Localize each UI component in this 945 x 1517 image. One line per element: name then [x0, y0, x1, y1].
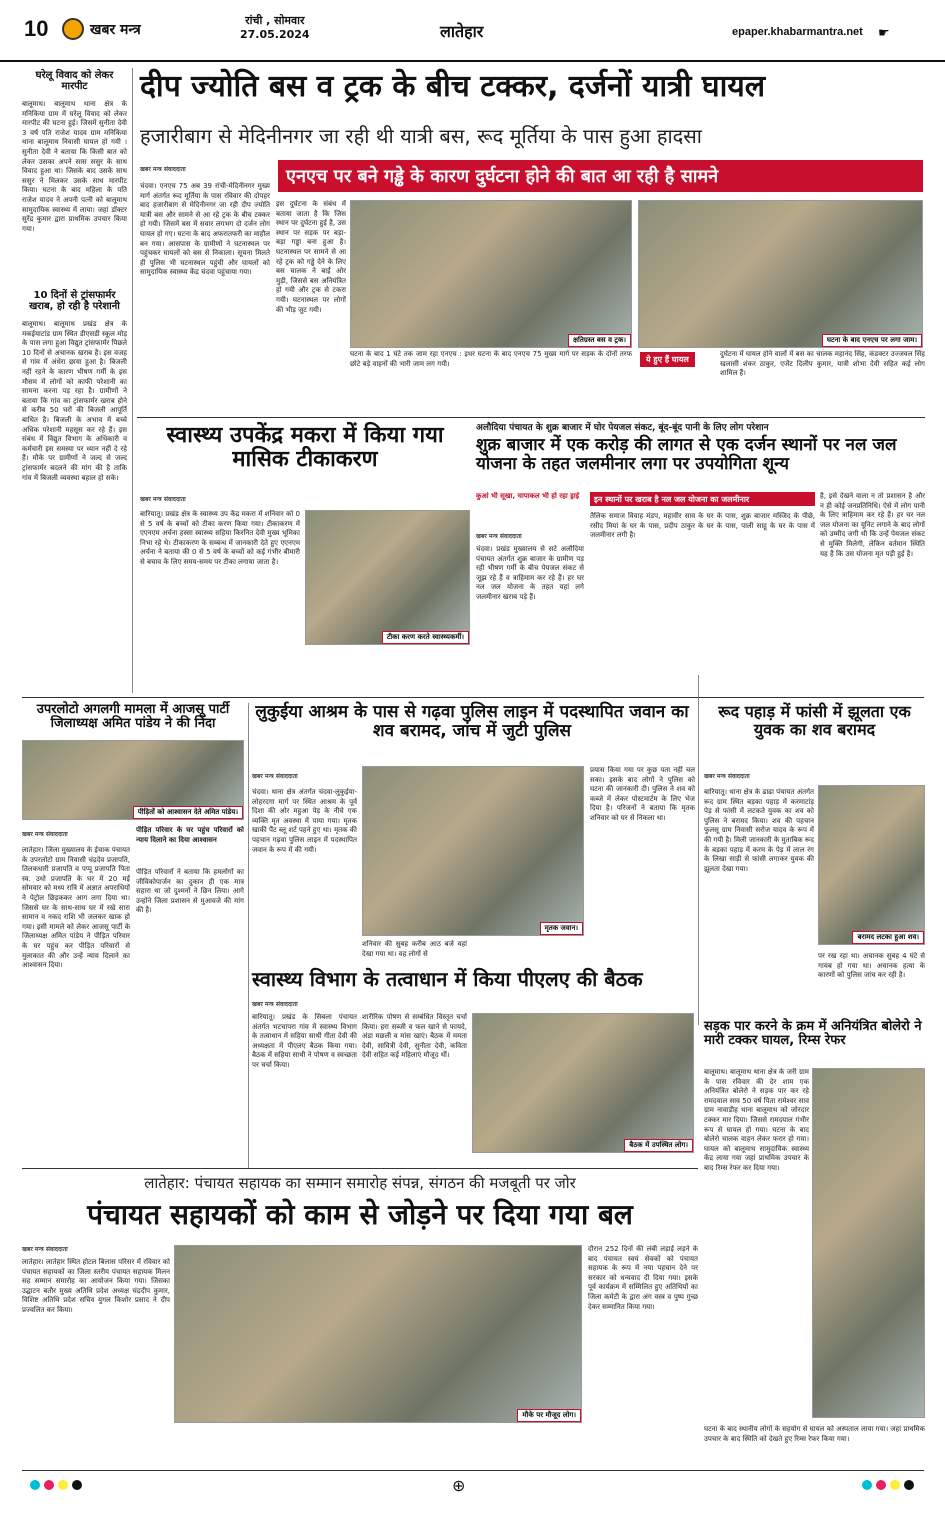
pla-meeting-photo — [472, 1013, 694, 1153]
vaccination-text: बारियातू। प्रखंड क्षेत्र के स्वास्थ्य उप केंद्र मकरा में शनिवार को 0 से 5 वर्ष के बच्चों को टीका करण किया गया। टीकाकरण में एएनएम अर्चना हस्सा स्वास्थ्य सहिया किरनित देवी मुख्य भूमिका निभा रहे थे। टीकाकरण के सम्बन्ध में जानकारी देते हुए एएनएम अर्चना ने बताया की 0 से 5 वर्ष के बच्चों को कई गंभीर बीमारी से बचाव के लिए समय-समय पर टीका लगाया जाता है। — [140, 510, 300, 566]
injured-man-photo — [812, 1068, 925, 1418]
story-title-domestic-dispute: घरेलू विवाद को लेकर मारपीट — [35, 70, 114, 92]
traffic-jam-photo — [638, 200, 923, 348]
water-byline: खबर मन्त्र संवाददाता — [476, 533, 522, 540]
story-title-transformer: 10 दिनों से ट्रांसफार्मर खराब, हो रही है परेशानी — [29, 290, 120, 312]
ashram-headline: लुकुईया आश्रम के पास से गढ़वा पुलिस लाइन में पदस्थापित जवान का शव बरामद, जांच में जुटी पुलिस — [255, 702, 689, 741]
photo-caption: टीका करण करते स्वास्थ्यकर्मी। — [382, 631, 469, 644]
color-registration-dot — [72, 1480, 82, 1490]
water-text-col2: तैलिक समाज विवाह मंडप, महावीर साव के घर के पास, शुक्र बाजार मस्जिद के पीछे, रसीद मियां के घर के पास, प्रदीप ठाकुर के घर के पास, पाली साहू के घर के पास में जलमीनार लगी है। — [590, 512, 815, 540]
city-day: रांची , सोमवार — [245, 14, 305, 27]
page-header — [0, 0, 945, 62]
lead-byline: खबर मन्त्र संवाददाता — [140, 166, 186, 173]
ashram-photo-note: शनिवार की सुबह करीब आठ बजे वहां देखा गया था। वह लोगों से — [362, 940, 467, 958]
uparloto-byline: खबर मन्त्र संवाददाता — [22, 831, 68, 838]
panchayat-kicker: लातेहार: पंचायत सहायक का सम्मान समारोह संपन्न, संगठन की मजबूती पर जोर — [144, 1174, 576, 1192]
footer-rule — [22, 1470, 924, 1471]
lead-text-col2: इस दुर्घटना के संबंध में बताया जाता है कि जिस स्थान पर दुर्घटना हुई है, उस स्थान पर सड़क पर बड़ा-बड़ा गड्ढा बना हुआ है। घटनास्थल पर सामने से आ रहे ट्रक को गड्ढे देने के लिए बस चालक ने बाईं ओर मुड़ी, जिससे बस अनियंत्रित हो गयी और ट्रक से टकरा गयी। घटनास्थल पर लोगों की भीड़ जुट गयी। — [276, 200, 346, 314]
color-registration-dot — [44, 1480, 54, 1490]
uparloto-photo — [22, 740, 244, 820]
water-kicker: अलौदिया पंचायत के शुक्र बाजार में घोर पेयजल संकट, बूंद-बूंद पानी के लिए लोग परेशान — [476, 423, 769, 433]
water-headline: शुक्र बाजार में एक करोड़ की लागत से एक दर्जन स्थानों पर नल जल योजना के तहत जलमीनार लगा पर उपयोगिता शून्य — [476, 435, 897, 474]
photo-caption: पीड़ितों को आश्वासन देते अमित पांडेय। — [133, 806, 243, 819]
vaccination-byline: खबर मन्त्र संवाददाता — [140, 496, 186, 503]
brand-logo-icon — [62, 18, 84, 40]
pla-byline: खबर मन्त्र संवाददाता — [252, 1001, 298, 1008]
color-registration-dot — [862, 1480, 872, 1490]
story-text-transformer: बालूमाथ। बालूमाथ प्रखंड क्षेत्र के मकईयाटांड ग्राम स्थित डीएसडी स्कूल मोड़ के पास लगा हुआ विद्युत ट्रांसफार्मर पिछले 10 दिनों से अचानक खराब है। इस वजह से गांव में अंधेरा छाया हुआ है। बिजली नहीं रहने के कारण भीषण गर्मी के इस मौसम में लोगों को काफी परेशानी का सामना करना पड़ रहा है। ग्रामीणों ने बताया कि गांव का ट्रांसफार्मर खराब होने से करीब 50 घरों की बिजली आपूर्ति बाधित है। बिजली के अभाव में बच्चे अधिक परेशानी महसूस कर रहे हैं। इस संबंध में विद्युत विभाग के अधिकारी व कर्मचारी इस समस्या पर ध्यान नहीं दे रहे हैं। मौके पर ग्रामीणों ने जल्द से जल्द ट्रांसफार्मर बदलने की मांग की है ताकि गांव में बिजली व्यवस्था बहाल हो सके। — [22, 320, 127, 482]
photo-caption: बैठक में उपस्थित लोग। — [624, 1139, 693, 1152]
website-link[interactable]: epaper.khabarmantra.net — [732, 26, 863, 38]
body-photo — [362, 766, 584, 936]
ashram-text-col1: चंदवा। थाना क्षेत्र अंतर्गत चंदवा-लुकुईया-लोहरदगा मार्ग पर स्थित आश्रम के पूर्व दिशा की ओर महुआ पेड़ के नीचे एक व्यक्ति मृत अवस्था में पाया गया। मृतक खाकी पैंट ब्लू शर्ट पहने हुए था। मृतक की पहचान गढ़वा पुलिस लाइन में पदस्थापित जवान के रूप में की गयी। — [252, 788, 357, 854]
injured-tag: ये हुए हैं घायल — [640, 352, 695, 367]
pla-text-col2: शारीरिक पोषण से सम्बंधित विस्तृत चर्चा किया। हरा सब्जी व फल खाने से फायदे, अंडा मछली व मांस खाएं। बैठक में ममता देवी, सावित्री देवी, सुनीता देवी, कविता देवी सहित कई महिलाएं मौजूद थीं। — [362, 1013, 467, 1060]
color-registration-dot — [58, 1480, 68, 1490]
water-text-col1: चंदवा। प्रखंड मुख्यालय से सटे अलौदिया पंचायत अंतर्गत शुक्र बाजार के ग्रामीण पड़ रही भीषण गर्मी के बीच पेयजल संकट से जूझ रहे हैं व त्राहिमाम कर रहे हैं। हर घर नल जल योजना के तहत यहां लगे जलमीनार खराब पड़े हैं। — [476, 545, 584, 601]
column-divider — [698, 675, 699, 1025]
color-registration-dot — [890, 1480, 900, 1490]
issue-date: 27.05.2024 — [240, 28, 310, 41]
panchayat-text-col1: लातेहार। लातेहार स्थित होटल बिलास परिसर में रविवार को पंचायत सहायकों का जिला स्तरीय पंचायत सहायक मिलन सह सम्मान समारोह का आयोजन किया गया। जिसका उद्घाटन बतौर मुख्य अतिथि प्रदेश अध्यक्ष चंद्रदीप कुमार, विशिष्ट अतिथि प्रदेश सचिव युगल किशोर प्रसाद ने दीप प्रज्वलित कर किया। — [22, 1258, 170, 1314]
story-text-domestic-dispute: बालूमाथ। बालूमाथ थाना क्षेत्र के मनिकिया ग्राम में घरेलू विवाद को लेकर मारपीट की घटना हुई। जिसमें सुनीता देवी 3 वर्ष पति राजेश यादव ग्राम मनिकिया थाना बालूमाथ निवासी घायल हो गयी । सुनीता देवी ने बताया कि किसी बात को लेकर उसका अपने सास ससुर के साथ विवाद हुआ था। जिसके बाद उसके साथ ससुर ने मिलकर उसके साथ मारपीट किया। घटना के बाद महिला के पति राजेश यादव ने अपनी पत्नी को बालूमाथ सामुदायिक स्वास्थ्य में लाया। जहां डॉक्टर सुरेंद्र कुमार द्वारा प्राथमिक उपचार किया गया। — [22, 100, 127, 233]
panchayat-group-photo — [174, 1245, 582, 1423]
hanging-byline: खबर मन्त्र संवाददाता — [704, 773, 750, 780]
uparloto-text2: पीड़ित परिवारों ने बताया कि हमलोगों का जीविकोपार्जन का दुकान ही एक मात्र सहारा था जो दुश्मनों ने छिन लिया। आगे उन्होंने जिला प्रशासन से मुआवजे की मांग की है। — [136, 868, 244, 915]
pla-headline: स्वास्थ्य विभाग के तत्वाधान में किया पीएलए की बैठक — [252, 967, 643, 991]
water-bullet: कुआं भी सूखा, चापाकल भी हो रहा ड्राई — [476, 492, 580, 500]
column-divider — [248, 703, 249, 1169]
pointer-icon: ☛ — [878, 26, 890, 41]
collision-headline: सड़क पार करने के क्रम में अनियंत्रित बोलेरो ने मारी टक्कर घायल, रिम्स रेफर — [704, 1019, 922, 1049]
ashram-text-col2: प्रयास किया गया पर कुछ पता नहीं चल सका। इसके बाद लोगों ने पुलिस को घटना की जानकारी दी। पुलिस ने शव को कब्जे में लेकर पोस्टमार्टम के लिए भेज दिया है। परिजनों ने बताया कि मृतक शनिवार को घर से निकला था। — [590, 766, 695, 822]
bus-accident-photo — [350, 200, 632, 348]
photo-caption: बरामद लटका हुआ शव। — [852, 931, 924, 944]
section-title: लातेहार — [440, 22, 484, 41]
photo-caption: मृतक जवान। — [540, 922, 583, 935]
lead-headline: दीप ज्योति बस व ट्रक के बीच टक्कर, दर्जनों यात्री घायल — [140, 69, 766, 104]
panchayat-text-col2: दौरान 252 दिनों की लंबी लड़ाई लड़ने के बाद पंचायत स्वयं सेवकों को पंचायत सहायक के रूप में नया पहचान देने पर सरकार को धन्यवाद दी दिया गया। इसके पूर्व कार्यक्रम में सम्मिलित हुए अतिथियों का जिला कमेटी के द्वारा अंग वस्त्र व पुष्प गुच्छ देकर सम्मानित किया गया। — [588, 1245, 698, 1311]
color-registration-dot — [876, 1480, 886, 1490]
rule — [137, 417, 925, 418]
injured-list: दुर्घटना में घायल होने वालों में बस का चालक महानंद सिंह, कंडक्टर उज्जवल सिंह खलासी शंकर ठाकुर, एजेंट दिलीप कुमार, यात्री शोभा देवी सहित कई लोग शामिल हैं। — [720, 350, 925, 378]
lead-red-band: एनएच पर बने गड्ढे के कारण दुर्घटना होने की बात आ रही है सामने — [278, 160, 923, 192]
uparloto-bullet: पीड़ित परिवार के घर पहुंच परिवारों को न्याय दिलाने का दिया आश्वासन — [136, 826, 244, 844]
hanging-text: बारियातू। थाना क्षेत्र के ढाढा पंचायत अंतर्गत रूद ग्राम स्थित बड़का पहाड़ में करमाटांड़ पेड़ से फांसी में लटकते युवक का शव को पुलिस ने बरामद किया। शव की पहचान फुलसू ग्राम निवासी सरोज यादव के रूप में की गयी है। मिली जानकारी के मुताबिक रूद के बड़का पहाड़ में करम के पेड़ में लाल रंग के लिखा साड़ी से फांसी लगाकर युवक की झूलता देखा गया। — [704, 788, 814, 873]
uparloto-headline: उपरलोटो अगलगी मामला में आजसू पार्टी जिलाध्यक्ष अमित पांडेय ने की निंदा — [36, 702, 230, 732]
panchayat-byline: खबर मन्त्र संवाददाता — [22, 1246, 68, 1253]
vaccination-headline: स्वास्थ्य उपकेंद्र मकरा में किया गया मासिक टीकाकरण — [166, 423, 444, 473]
photo-caption: मौके पर मौजूद लोग। — [517, 1409, 581, 1422]
column-divider — [132, 68, 133, 693]
photo-caption: घटना के बाद एनएच पर लगा जाम। — [822, 334, 922, 347]
dateline — [240, 14, 310, 42]
color-registration-dot — [30, 1480, 40, 1490]
photo-caption: क्षतिग्रस्त बस व ट्रक। — [568, 334, 631, 347]
registration-mark-icon: ⊕ — [452, 1476, 466, 1495]
pla-text-col1: बारियातू। प्रखंड के सिबला पंचायत अंतर्गत भटचापरा गांव में स्वास्थ्य विभाग के तत्वाधान में सहिया साथी गीता देवी की अध्यक्षता में पीएलए बैठक किया गया। बैठक में सहिया साथी ने पोषण व स्वच्छता पर चर्चा किया। — [252, 1013, 357, 1069]
uparloto-text: लातेहार। जिला मुख्यालय के ईचाक पंचायत के उपरलोटो ग्राम निवासी चंद्रदेव प्रजापति, तिलकधारी प्रजापति व पप्पू प्रजापति पिता स्व. उधो प्रजापति के घर में 20 मई सोमवार को मध्य रात्रि में अज्ञात अपराधियों ने पेट्रोल छिड़ककर आग लगा दिया था। जिससे घर के साथ-साथ घर में रखे सारा सामान व नकद राशि भी जलकर खाक हो गया। इसी मामले को लेकर आजसू पार्टी के जिलाध्यक्ष अमित पांडेय ने पीड़ित परिवार के घर पहुंच कर पीड़ित परिवारों से मुलाकात की और उन्हें न्याय दिलाने का आश्वासन दिया। — [22, 846, 130, 970]
water-red-band: इन स्थानों पर खराब है नल जल योजना का जलमीनार — [590, 492, 815, 506]
lead-subheadline: हजारीबाग से मेदिनीनगर जा रही थी यात्री बस, रूद मूर्तिया के पास हुआ हादसा — [140, 124, 702, 148]
vaccination-photo — [305, 510, 470, 645]
ashram-byline: खबर मन्त्र संवाददाता — [252, 773, 298, 780]
brand-name: खबर मन्त्र — [90, 22, 141, 38]
hanging-photo — [818, 785, 925, 945]
panchayat-headline: पंचायत सहायकों को काम से जोड़ने पर दिया गया बल — [87, 1198, 633, 1231]
lead-text-col1: चंदवा। एनएच 75 अब 39 रांची-मेदिनीनगर मुख्य मार्ग अंतर्गत रूद मूर्तिया के पास रविवार की दोपहर बाद हजारीबाग से मेदिनीनगर जा रही दीप ज्योति यात्री बस और सामने से आ रहे ट्रक के बीच टक्कर हो गयी। जिसमें बस में सवार लगभग दो दर्जन लोग घायल हो गए। घटना के बाद अफरातफरी का माहौल बन गया। आसपास के ग्रामीणों ने घटनास्थल पर पहुंचकर घायलों को बस से निकाला। सूचना मिलते ही पुलिस भी घटनास्थल पहुंची और घायलों को सामुदायिक स्वास्थ्य केंद्र चंदवा पहुंचाया गया। — [140, 182, 270, 277]
jam-note: घटना के बाद 1 घंटे तक जाम रहा एनएच : इधर घटना के बाद एनएच 75 मुख्य मार्ग पर सड़क के दोनों तरफ छोटे बड़े वाहनों की भारी जाम लग गयी। — [350, 350, 632, 368]
hanging-headline: रूद पहाड़ में फांसी में झूलता एक युवक का शव बरामद — [718, 702, 911, 739]
water-text-col3: है, इसे देखने वाला न तो प्रशासन है और न ही कोई जनप्रतिनिधि। ऐसे में लोग पानी के लिए त्राहिमाम कर रहे हैं। हर घर नल जल योजना का यूनिट लगाने के बाद लोगों को उम्मीद जगी थी कि उन्हें पेयजल संकट से मुक्ति मिलेगी, लेकिन वर्तमान स्थिति यह है कि उस योजना मृत पड़ी हुई है। — [820, 492, 925, 558]
hanging-text2: पर रख रहा था। अचानक सुबह 4 घंटे से गायब हो गया था। अचानक हत्या के कारणों को पुलिस जांच कर रही है। — [818, 952, 925, 980]
page-number: 10 — [24, 16, 49, 41]
collision-text2: घटना के बाद स्थानीय लोगों के सहयोग से घायल को अस्पताल लाया गया। जहां प्राथमिक उपचार के बाद स्थिति को देखते हुए रिम्स रेफर किया गया। — [704, 1425, 925, 1443]
collision-text: बालूमाथ। बालूमाथ थाना क्षेत्र के जरी ग्राम के पास रविवार की देर शाम एक अनियंत्रित बोलेरो ने सड़क पार कर रहे रामदयाल साव 50 वर्ष पिता रामेश्वर साव ग्राम नावाडीह थाना बालूमाथ को जोरदार टक्कर मार दिया। जिससे रामदयाल गंभीर रूप से घायल हो गया। घटना के बाद बोलेरो चालक वाहन लेकर फरार हो गया। घायल को बालूमाथ सामुदायिक स्वास्थ्य केंद्र लाया गया जहां प्राथमिक उपचार के बाद रिम्स रेफर कर दिया गया। — [704, 1068, 809, 1172]
color-registration-dot — [904, 1480, 914, 1490]
rule — [22, 697, 924, 698]
rule — [22, 1168, 698, 1169]
